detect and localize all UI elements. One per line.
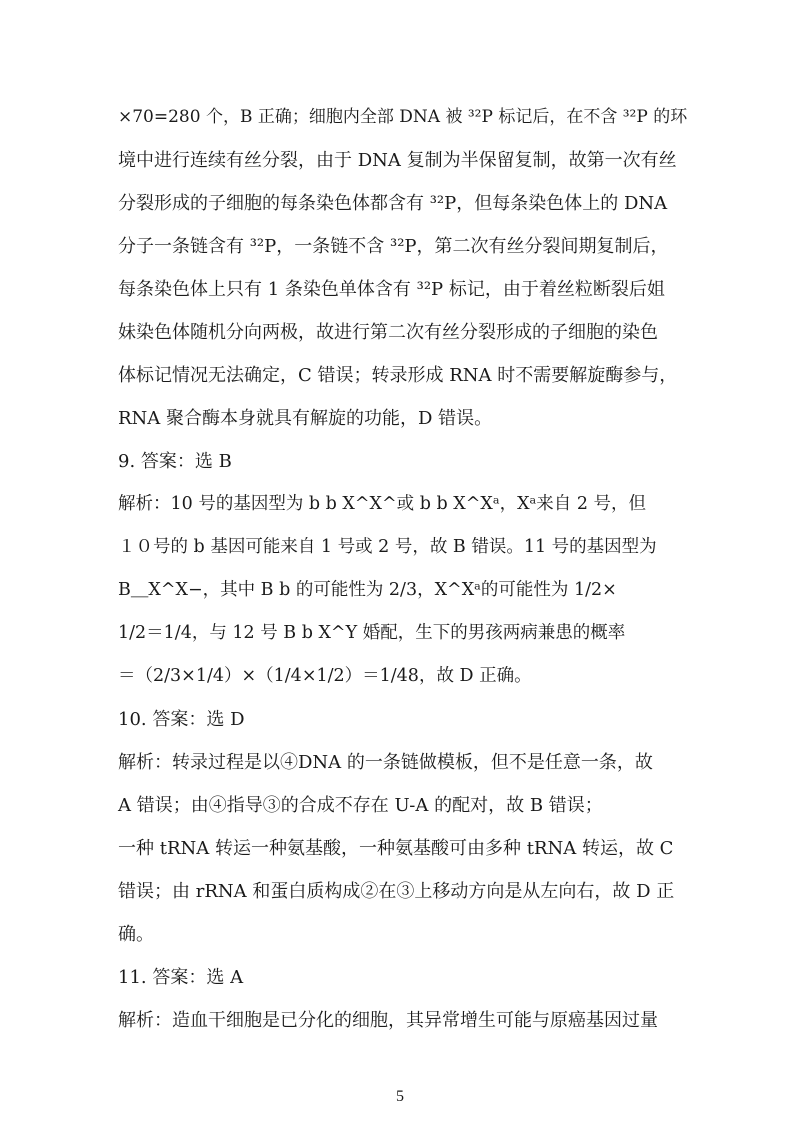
text-line: ×70=280 个，B 正确；细胞内全部 DNA 被 ³²P 标记后，在不含 ³²P 的环 (118, 107, 688, 127)
page-number: 5 (396, 1088, 404, 1105)
text-line: 妹染色体随机分向两极，故进行第二次有丝分裂形成的子细胞的染色 (118, 322, 658, 343)
text-line: 分裂形成的子细胞的每条染色体都含有 ³²P，但每条染色体上的 DNA (118, 193, 668, 214)
answer-text-block (118, 96, 690, 1042)
text-line: B＿X^X−，其中 B b 的可能性为 2/3，X^Xᵃ的可能性为 1/2× (118, 580, 617, 600)
text-line: 解析：10 号的基因型为 b b X^X^或 b b X^Xᵃ，Xᵃ来自 2 号，但 (118, 494, 647, 514)
text-line: 确。 (118, 924, 154, 945)
text-line: A 错误；由④指导③的合成不存在 U-A 的配对，故 B 错误； (118, 795, 603, 816)
text-line: ＝（2/3×1/4）×（1/4×1/2）＝1/48，故 D 正确。 (118, 666, 532, 686)
text-line: 分子一条链含有 ³²P，一条链不含 ³²P，第二次有丝分裂间期复制后， (118, 236, 669, 257)
text-line: 每条染色体上只有 1 条染色单体含有 ³²P 标记，由于着丝粒断裂后姐 (118, 279, 665, 300)
text-line: 错误；由 rRNA 和蛋白质构成②在③上移动方向是从左向右，故 D 正 (118, 881, 675, 902)
text-line: RNA 聚合酶本身就具有解旋的功能，D 错误。 (118, 408, 493, 429)
text-line: 一种 tRNA 转运一种氨基酸，一种氨基酸可由多种 tRNA 转运，故 C (118, 838, 674, 859)
question-heading: 9. 答案：选 B (118, 451, 232, 472)
text-line: １０号的 b 基因可能来自 1 号或 2 号，故 B 错误。11 号的基因型为 (118, 537, 657, 557)
question-heading: 11. 答案：选 A (118, 967, 244, 988)
text-line: 境中进行连续有丝分裂，由于 DNA 复制为半保留复制，故第一次有丝 (118, 150, 677, 171)
text-line: 解析：转录过程是以④DNA 的一条链做模板，但不是任意一条，故 (118, 752, 653, 773)
text-line: 解析：造血干细胞是已分化的细胞，其异常增生可能与原癌基因过量 (118, 1010, 658, 1031)
text-line: 1/2＝1/4，与 12 号 B b X^Y 婚配，生下的男孩两病兼患的概率 (118, 623, 626, 643)
text-line: 体标记情况无法确定，C 错误；转录形成 RNA 时不需要解旋酶参与， (118, 365, 678, 386)
question-heading: 10. 答案：选 D (118, 709, 245, 730)
